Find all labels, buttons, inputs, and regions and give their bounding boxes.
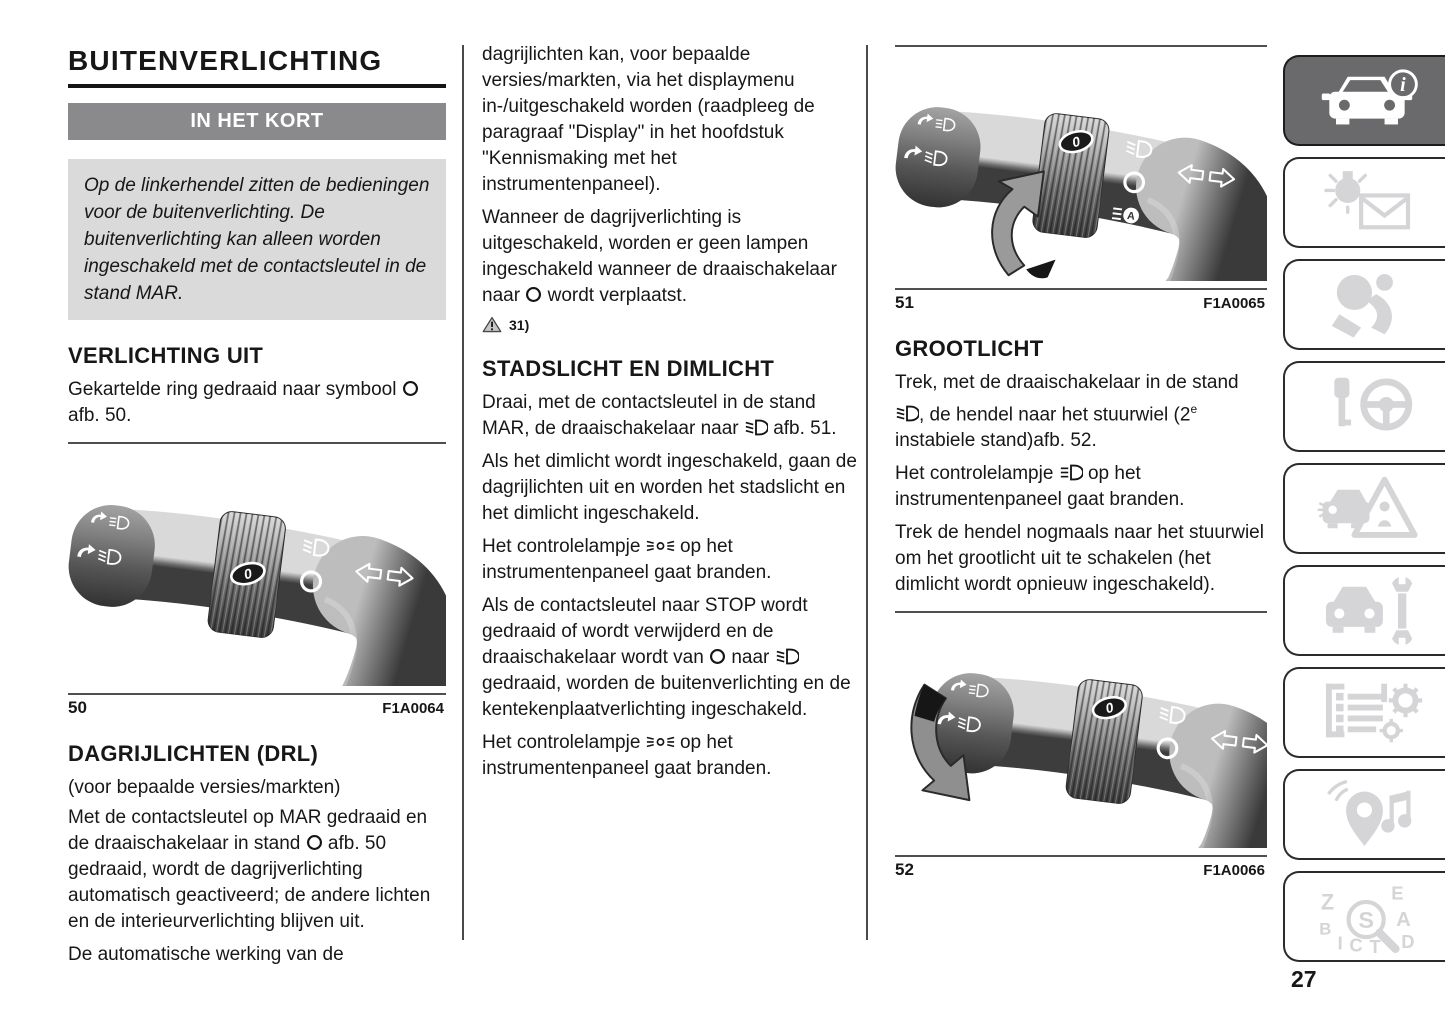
tab-safety[interactable] bbox=[1283, 259, 1445, 350]
figure-52 bbox=[895, 611, 1267, 879]
spec-list-and-gears-icon bbox=[1317, 677, 1427, 749]
body-paragraph: De automatische werking van de bbox=[68, 943, 344, 965]
lights-off-icon bbox=[709, 648, 726, 665]
body-paragraph: Trek, met de draaischakelaar in de stand , de hendel naar het stuurwiel (2e instabiele stand)afb. 52. bbox=[895, 372, 1239, 452]
figure-code: F1A0064 bbox=[382, 699, 444, 717]
tab-car-info[interactable] bbox=[1283, 55, 1445, 146]
section-heading-verlichting-uit: VERLICHTING UIT bbox=[68, 343, 264, 368]
intro-note: Op de linkerhendel zitten de bedieningen voor de buitenverlichting. De buitenverlichting kan alleen worden ingeschakeld met de contactsleutel in de stand MAR. bbox=[68, 159, 446, 320]
figure-50-stalk-illustration bbox=[68, 442, 446, 695]
figure-51 bbox=[895, 45, 1267, 313]
figure-52-caption bbox=[895, 857, 1267, 880]
key-and-steering-wheel-icon bbox=[1317, 371, 1427, 443]
svg-text:B: B bbox=[1318, 919, 1331, 939]
figure-52-stalk-illustration bbox=[895, 611, 1267, 856]
alphabetical-index-icon bbox=[1317, 881, 1427, 953]
body-paragraph: Wanneer de dagrijverlichting is uitgeschakeld, worden er geen lampen ingeschakeld wanneer de draaischakelaar naar wordt verplaatst. bbox=[482, 207, 837, 306]
dipped-beam-icon bbox=[895, 405, 919, 422]
figure-code: F1A0066 bbox=[1203, 861, 1265, 879]
page-title: BUITENVERLICHTING bbox=[68, 45, 446, 88]
svg-text:C: C bbox=[1348, 933, 1363, 953]
section-heading-stadslicht-dimlicht: STADSLICHT EN DIMLICHT bbox=[482, 356, 775, 381]
section-subnote: (voor bepaalde versies/markten) bbox=[68, 776, 341, 798]
lights-off-icon bbox=[525, 286, 542, 303]
left-column bbox=[68, 45, 446, 975]
svg-text:0: 0 bbox=[1070, 133, 1082, 151]
svg-text:S: S bbox=[1357, 906, 1374, 933]
in-het-kort-banner: IN HET KORT bbox=[68, 103, 446, 140]
position-lights-icon bbox=[646, 733, 675, 750]
warning-icon bbox=[482, 316, 502, 333]
section-heading-grootlicht: GROOTLICHT bbox=[895, 336, 1044, 362]
body-paragraph: Als het dimlicht wordt ingeschakeld, gaan de dagrijlichten uit en worden het stadslicht en het dimlicht ingeschakeld. bbox=[482, 451, 857, 524]
car-info-icon bbox=[1317, 65, 1427, 137]
car-crash-warning-triangle-icon bbox=[1317, 473, 1427, 545]
tab-alphabetical-index[interactable] bbox=[1283, 871, 1445, 962]
body-paragraph: Trek de hendel nogmaals naar het stuurwiel om het grootlicht uit te schakelen (het dimlicht wordt opnieuw ingeschakeld). bbox=[895, 522, 1264, 596]
dipped-beam-icon bbox=[744, 419, 768, 436]
svg-text:E: E bbox=[1390, 881, 1404, 903]
body-paragraph: Gekartelde ring gedraaid naar symbool afb. 50. bbox=[68, 377, 446, 429]
tab-servicing-and-care[interactable] bbox=[1283, 565, 1445, 656]
column-divider bbox=[462, 45, 464, 940]
svg-text:A: A bbox=[1395, 908, 1411, 931]
lights-off-icon bbox=[402, 380, 419, 397]
right-column bbox=[895, 45, 1267, 880]
svg-text:Z: Z bbox=[1320, 888, 1334, 914]
figure-code: F1A0065 bbox=[1203, 295, 1265, 313]
column-divider bbox=[866, 45, 868, 940]
section-heading-dagrijlichten: DAGRIJLICHTEN (DRL) bbox=[68, 740, 319, 766]
page-number: 27 bbox=[1291, 966, 1317, 992]
body-paragraph: dagrijlichten kan, voor bepaalde versies/markten, via het displaymenu in-/uitgeschakeld worden (raadpleeg de paragraaf "Display" in het hoofdstuk "Kennismaking met het instrumentenpaneel). bbox=[482, 44, 815, 195]
warning-note-number: 31) bbox=[509, 316, 530, 333]
multimedia-audio-nav-icon bbox=[1317, 779, 1427, 851]
tab-starting-and-driving[interactable] bbox=[1283, 361, 1445, 452]
body-paragraph: Met de contactsleutel op MAR gedraaid en de draaischakelaar in stand afb. 50 gedraaid, wordt de dagrijverlichting automatisch geactiveerd; de andere lichten en de interieurverlichting blijven uit. bbox=[68, 806, 431, 932]
chapter-tab-sidebar bbox=[1283, 55, 1445, 962]
figure-number: 51 bbox=[895, 293, 914, 313]
svg-text:I: I bbox=[1337, 932, 1343, 953]
figure-51-stalk-illustration bbox=[895, 45, 1267, 290]
figure-number: 50 bbox=[68, 697, 87, 717]
figure-51-caption bbox=[895, 290, 1267, 313]
middle-column bbox=[482, 42, 859, 789]
airbag-safety-icon bbox=[1317, 269, 1427, 341]
svg-text:D: D bbox=[1400, 930, 1415, 952]
body-paragraph: Als de contactsleutel naar STOP wordt gedraaid of wordt verwijderd en de draaischakelaar wordt van naar gedraaid, worden de buitenverlichting en de kentekenplaatverlichting ingeschakeld. bbox=[482, 595, 851, 720]
svg-text:0: 0 bbox=[1103, 700, 1116, 717]
lights-off-icon bbox=[306, 834, 323, 851]
figure-50 bbox=[68, 442, 446, 718]
car-and-wrench-icon bbox=[1317, 575, 1427, 647]
body-paragraph: Het controlelampje op het instrumentenpaneel gaat branden. bbox=[482, 536, 772, 583]
body-paragraph: Het controlelampje op het instrumentenpaneel gaat branden. bbox=[482, 732, 772, 779]
dipped-beam-icon bbox=[775, 648, 799, 665]
figure-50-caption bbox=[68, 695, 446, 718]
position-lights-icon bbox=[646, 537, 675, 554]
warning-reference bbox=[482, 316, 859, 333]
svg-text:i: i bbox=[1399, 73, 1406, 96]
tab-warning-lights-and-messages[interactable] bbox=[1283, 157, 1445, 248]
tab-multimedia[interactable] bbox=[1283, 769, 1445, 860]
svg-text:T: T bbox=[1368, 935, 1381, 953]
svg-text:0: 0 bbox=[242, 564, 254, 583]
warning-lamp-and-message-icon bbox=[1317, 167, 1427, 239]
tab-technical-data[interactable] bbox=[1283, 667, 1445, 758]
tab-in-an-emergency[interactable] bbox=[1283, 463, 1445, 554]
body-paragraph: Draai, met de contactsleutel in de stand MAR, de draaischakelaar naar afb. 51. bbox=[482, 392, 837, 439]
body-paragraph: Het controlelampje op het instrumentenpaneel gaat branden. bbox=[895, 463, 1185, 511]
figure-number: 52 bbox=[895, 859, 914, 879]
high-beam-icon bbox=[1059, 464, 1083, 481]
